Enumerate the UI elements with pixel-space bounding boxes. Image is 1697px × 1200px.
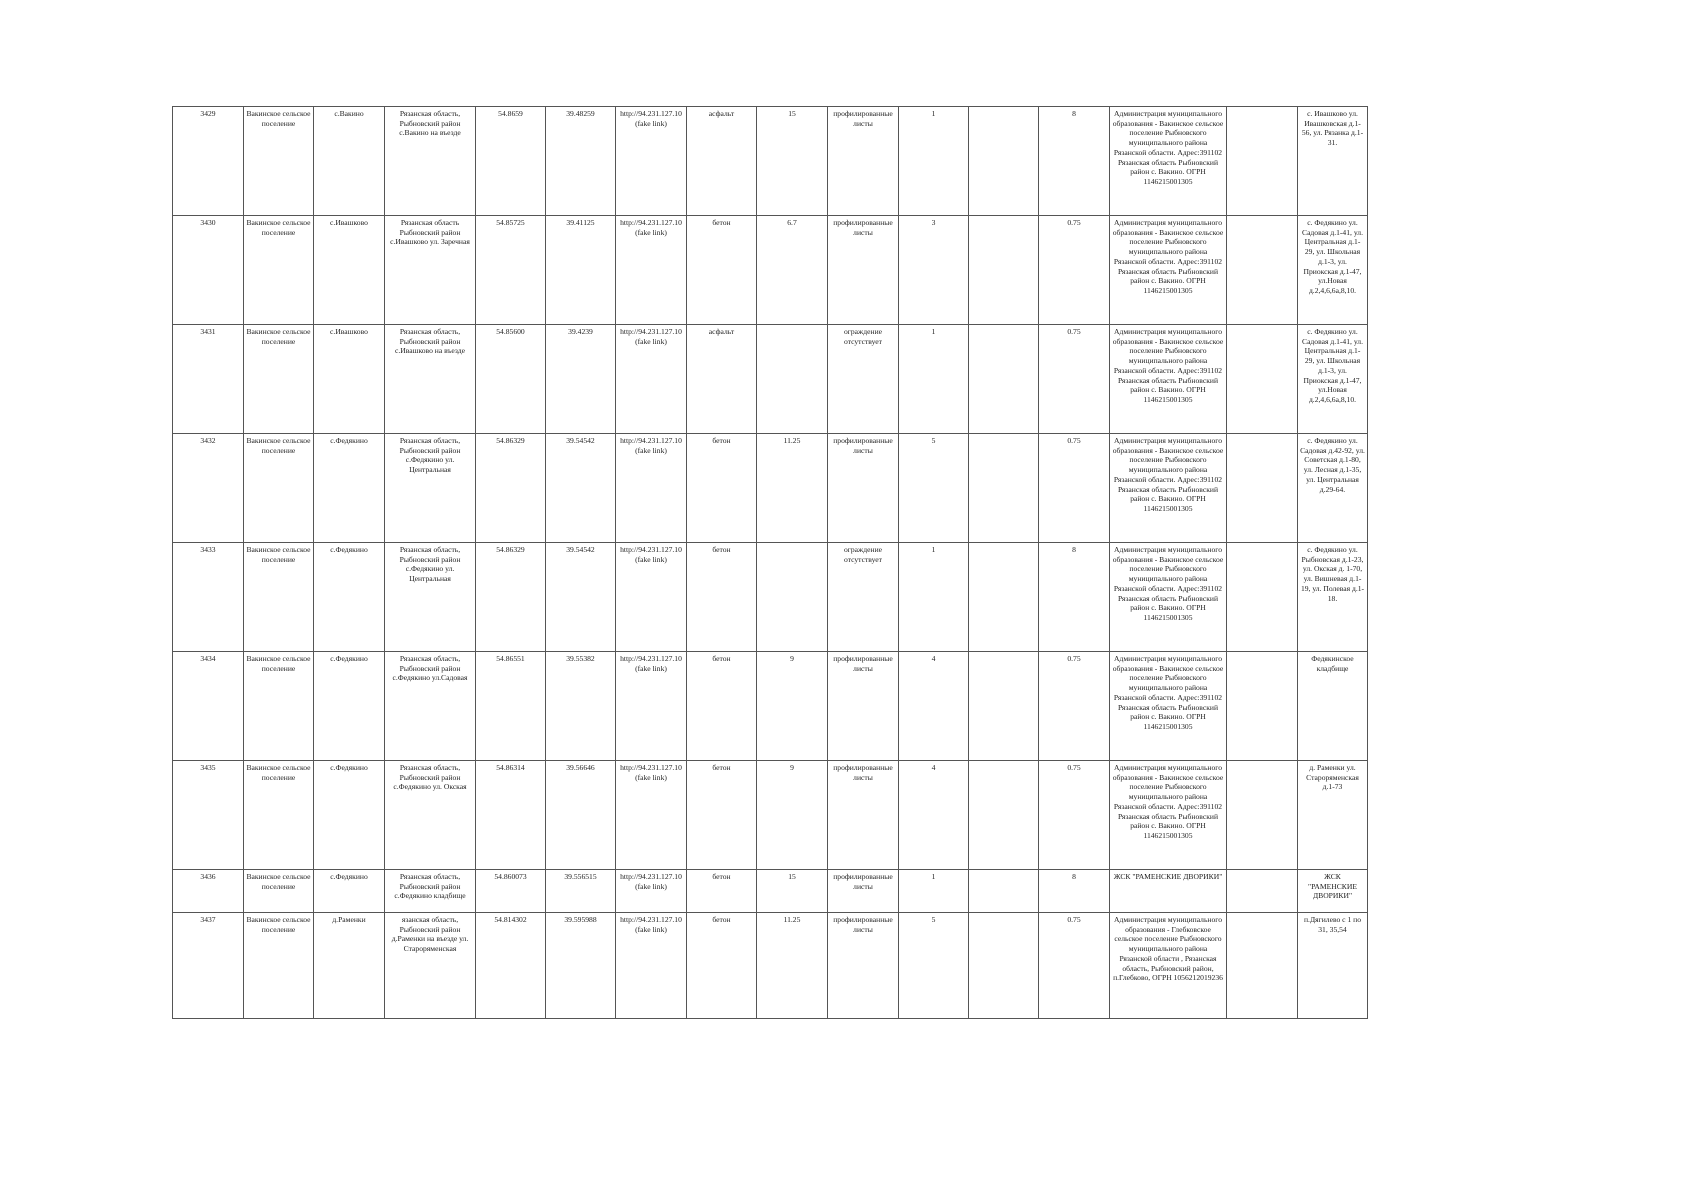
volume-cell: 0.75 [1039, 434, 1110, 543]
link-cell: http://94.231.127.10 (fake link) [616, 913, 687, 1019]
address-cell: Рязанская область, Рыбновский район с.Федякино ул. Центральная [385, 434, 476, 543]
area-cell: 9 [757, 761, 828, 870]
fence-cell: профилированные листы [828, 216, 899, 325]
surface-cell: асфальт [687, 325, 757, 434]
empty-cell [969, 761, 1039, 870]
containers-cell: 5 [899, 913, 969, 1019]
address-cell: Рязанская область, Рыбновский район с.Федякино ул. Центральная [385, 543, 476, 652]
table-row [173, 434, 1465, 543]
row-number: 3430 [173, 216, 244, 325]
empty-cell [1227, 913, 1298, 1019]
table-row [173, 652, 1465, 761]
address-cell: Рязанская область, Рыбновский район с.Федякино ул. Окская [385, 761, 476, 870]
address-cell: Рязанская область, Рыбновский район с.Ивашково на въезде [385, 325, 476, 434]
empty-cell [969, 107, 1039, 216]
empty-cell [1227, 543, 1298, 652]
address-cell: Рязанская область Рыбновский район с.Ивашково ул. Заречная [385, 216, 476, 325]
owner-cell: Администрация муниципального образования - Вакинское сельское поселение Рыбновского муниципального района Рязанской области. Адрес:391102 Рязанская область Рыбновский район с. Вакино. ОГРН 1146215001305 [1110, 216, 1227, 325]
locality-cell: с.Федякино [314, 870, 385, 913]
longitude-cell: 39.48259 [546, 107, 616, 216]
area-cell [757, 543, 828, 652]
table-row [173, 216, 1465, 325]
volume-cell: 8 [1039, 543, 1110, 652]
address-cell: Рязанская область, Рыбновский район с.Федякино ул.Садовая [385, 652, 476, 761]
owner-cell: Администрация муниципального образования - Вакинское сельское поселение Рыбновского муниципального района Рязанской области. Адрес:391102 Рязанская область Рыбновский район с. Вакино. ОГРН 1146215001305 [1110, 652, 1227, 761]
latitude-cell: 54.860073 [476, 870, 546, 913]
containers-cell: 5 [899, 434, 969, 543]
locality-cell: с.Федякино [314, 652, 385, 761]
longitude-cell: 39.595988 [546, 913, 616, 1019]
owner-cell: ЖСК "РАМЕНСКИЕ ДВОРИКИ" [1110, 870, 1227, 913]
table-row [173, 761, 1465, 870]
locality-cell: д.Раменки [314, 913, 385, 1019]
surface-cell: бетон [687, 434, 757, 543]
fence-cell: профилированные листы [828, 107, 899, 216]
surface-cell: бетон [687, 543, 757, 652]
surface-cell: бетон [687, 216, 757, 325]
volume-cell: 8 [1039, 870, 1110, 913]
address-cell: Рязанская область, Рыбновский район с.Федякино кладбище [385, 870, 476, 913]
latitude-cell: 54.8659 [476, 107, 546, 216]
address-cell: Рязанская область, Рыбновский район с.Вакино на въезде [385, 107, 476, 216]
latitude-cell: 54.86329 [476, 434, 546, 543]
surface-cell: бетон [687, 870, 757, 913]
latitude-cell: 54.86329 [476, 543, 546, 652]
owner-cell: Администрация муниципального образования - Вакинское сельское поселение Рыбновского муниципального района Рязанской области. Адрес:391102 Рязанская область Рыбновский район с. Вакино. ОГРН 1146215001305 [1110, 325, 1227, 434]
settlement-cell: Вакинское сельское поселение [244, 434, 314, 543]
fence-cell: ограждение отсутствует [828, 325, 899, 434]
containers-cell: 1 [899, 870, 969, 913]
empty-cell [1227, 870, 1298, 913]
locality-cell: с.Федякино [314, 761, 385, 870]
settlement-cell: Вакинское сельское поселение [244, 107, 314, 216]
owner-cell: Администрация муниципального образования - Вакинское сельское поселение Рыбновского муниципального района Рязанской области. Адрес:391102 Рязанская область Рыбновский район с. Вакино. ОГРН 1146215001305 [1110, 107, 1227, 216]
sources-cell: ЖСК "РАМЕНСКИЕ ДВОРИКИ" [1298, 870, 1368, 913]
volume-cell: 0.75 [1039, 652, 1110, 761]
sources-cell: с. Федякино ул. Садовая д.1-41, ул. Центральная д.1-29, ул. Школьная д.1-3, ул. Приокская д.1-47, ул.Новая д.2,4,6,6а,8,10. [1298, 325, 1368, 434]
row-number: 3434 [173, 652, 244, 761]
containers-cell: 3 [899, 216, 969, 325]
containers-cell: 1 [899, 543, 969, 652]
settlement-cell: Вакинское сельское поселение [244, 325, 314, 434]
fence-cell: профилированные листы [828, 761, 899, 870]
sources-cell: п.Дягилево с 1 по 31, 35,54 [1298, 913, 1368, 1019]
empty-cell [1227, 761, 1298, 870]
area-cell: 11.25 [757, 913, 828, 1019]
link-cell: http://94.231.127.10 (fake link) [616, 325, 687, 434]
area-cell: 15 [757, 107, 828, 216]
area-cell: 11.25 [757, 434, 828, 543]
owner-cell: Администрация муниципального образования - Вакинское сельское поселение Рыбновского муниципального района Рязанской области. Адрес:391102 Рязанская область Рыбновский район с. Вакино. ОГРН 1146215001305 [1110, 761, 1227, 870]
settlement-cell: Вакинское сельское поселение [244, 216, 314, 325]
link-cell: http://94.231.127.10 (fake link) [616, 107, 687, 216]
link-cell: http://94.231.127.10 (fake link) [616, 652, 687, 761]
table-row [173, 107, 1465, 216]
empty-cell [969, 870, 1039, 913]
fence-cell: профилированные листы [828, 652, 899, 761]
empty-cell [1227, 216, 1298, 325]
table-row [173, 325, 1465, 434]
latitude-cell: 54.814302 [476, 913, 546, 1019]
fence-cell: профилированные листы [828, 913, 899, 1019]
volume-cell: 0.75 [1039, 325, 1110, 434]
settlement-cell: Вакинское сельское поселение [244, 543, 314, 652]
fence-cell: профилированные листы [828, 870, 899, 913]
owner-cell: Администрация муниципального образования - Вакинское сельское поселение Рыбновского муниципального района Рязанской области. Адрес:391102 Рязанская область Рыбновский район с. Вакино. ОГРН 1146215001305 [1110, 543, 1227, 652]
containers-cell: 1 [899, 107, 969, 216]
area-cell: 9 [757, 652, 828, 761]
empty-cell [969, 543, 1039, 652]
register-table [172, 106, 1465, 1019]
settlement-cell: Вакинское сельское поселение [244, 913, 314, 1019]
empty-cell [969, 216, 1039, 325]
latitude-cell: 54.85725 [476, 216, 546, 325]
owner-cell: Администрация муниципального образования - Глебковское сельское поселение Рыбновского муниципального района Рязанской области , Рязанская область, Рыбновский район, п.Глебково, ОГРН 1056212019236 [1110, 913, 1227, 1019]
containers-cell: 1 [899, 325, 969, 434]
link-cell: http://94.231.127.10 (fake link) [616, 216, 687, 325]
longitude-cell: 39.54542 [546, 434, 616, 543]
fence-cell: профилированные листы [828, 434, 899, 543]
latitude-cell: 54.85600 [476, 325, 546, 434]
longitude-cell: 39.556515 [546, 870, 616, 913]
latitude-cell: 54.86551 [476, 652, 546, 761]
volume-cell: 0.75 [1039, 913, 1110, 1019]
longitude-cell: 39.56646 [546, 761, 616, 870]
owner-cell: Администрация муниципального образования - Вакинское сельское поселение Рыбновского муниципального района Рязанской области. Адрес:391102 Рязанская область Рыбновский район с. Вакино. ОГРН 1146215001305 [1110, 434, 1227, 543]
fence-cell: ограждение отсутствует [828, 543, 899, 652]
empty-cell [969, 913, 1039, 1019]
locality-cell: с.Федякино [314, 543, 385, 652]
area-cell: 15 [757, 870, 828, 913]
longitude-cell: 39.4239 [546, 325, 616, 434]
latitude-cell: 54.86314 [476, 761, 546, 870]
address-cell: язанская область, Рыбновский район д.Раменки на въезде ул. Староряменская [385, 913, 476, 1019]
empty-cell [1227, 434, 1298, 543]
locality-cell: с.Ивашково [314, 216, 385, 325]
row-number: 3431 [173, 325, 244, 434]
row-number: 3432 [173, 434, 244, 543]
sources-cell: с. Федякино ул. Рыбновская д.1-23, ул. Окская д. 1-70, ул. Вишневая д.1-19, ул. Полевая д.1-18. [1298, 543, 1368, 652]
empty-cell [1227, 325, 1298, 434]
settlement-cell: Вакинское сельское поселение [244, 652, 314, 761]
locality-cell: с.Федякино [314, 434, 385, 543]
surface-cell: бетон [687, 652, 757, 761]
link-cell: http://94.231.127.10 (fake link) [616, 761, 687, 870]
link-cell: http://94.231.127.10 (fake link) [616, 870, 687, 913]
sources-cell: Федякинское кладбище [1298, 652, 1368, 761]
containers-cell: 4 [899, 761, 969, 870]
link-cell: http://94.231.127.10 (fake link) [616, 543, 687, 652]
surface-cell: асфальт [687, 107, 757, 216]
containers-cell: 4 [899, 652, 969, 761]
row-number: 3429 [173, 107, 244, 216]
empty-cell [1227, 652, 1298, 761]
surface-cell: бетон [687, 913, 757, 1019]
volume-cell: 8 [1039, 107, 1110, 216]
longitude-cell: 39.41125 [546, 216, 616, 325]
settlement-cell: Вакинское сельское поселение [244, 761, 314, 870]
area-cell: 6.7 [757, 216, 828, 325]
volume-cell: 0.75 [1039, 216, 1110, 325]
table-row [173, 913, 1465, 1019]
empty-cell [969, 434, 1039, 543]
table-row [173, 543, 1465, 652]
link-cell: http://94.231.127.10 (fake link) [616, 434, 687, 543]
sources-cell: с. Федякино ул. Садовая д.42-92, ул. Советская д.1-80, ул. Лесная д.1-35, ул. Центральная д.29-64. [1298, 434, 1368, 543]
volume-cell: 0.75 [1039, 761, 1110, 870]
surface-cell: бетон [687, 761, 757, 870]
locality-cell: с.Вакино [314, 107, 385, 216]
empty-cell [969, 652, 1039, 761]
settlement-cell: Вакинское сельское поселение [244, 870, 314, 913]
row-number: 3433 [173, 543, 244, 652]
row-number: 3437 [173, 913, 244, 1019]
area-cell [757, 325, 828, 434]
table-body [173, 107, 1465, 1019]
locality-cell: с.Ивашково [314, 325, 385, 434]
table-row [173, 870, 1465, 913]
empty-cell [969, 325, 1039, 434]
row-number: 3436 [173, 870, 244, 913]
empty-cell [1227, 107, 1298, 216]
longitude-cell: 39.54542 [546, 543, 616, 652]
sources-cell: с. Ивашково ул. Ивашковская д.1-56, ул. Рязанка д.1-31. [1298, 107, 1368, 216]
row-number: 3435 [173, 761, 244, 870]
longitude-cell: 39.55382 [546, 652, 616, 761]
sources-cell: с. Федякино ул. Садовая д.1-41, ул. Центральная д.1-29, ул. Школьная д.1-3, ул. Приокская д.1-47, ул.Новая д.2,4,6,6а,8,10. [1298, 216, 1368, 325]
sources-cell: д. Раменки ул. Староряменская д.1-73 [1298, 761, 1368, 870]
